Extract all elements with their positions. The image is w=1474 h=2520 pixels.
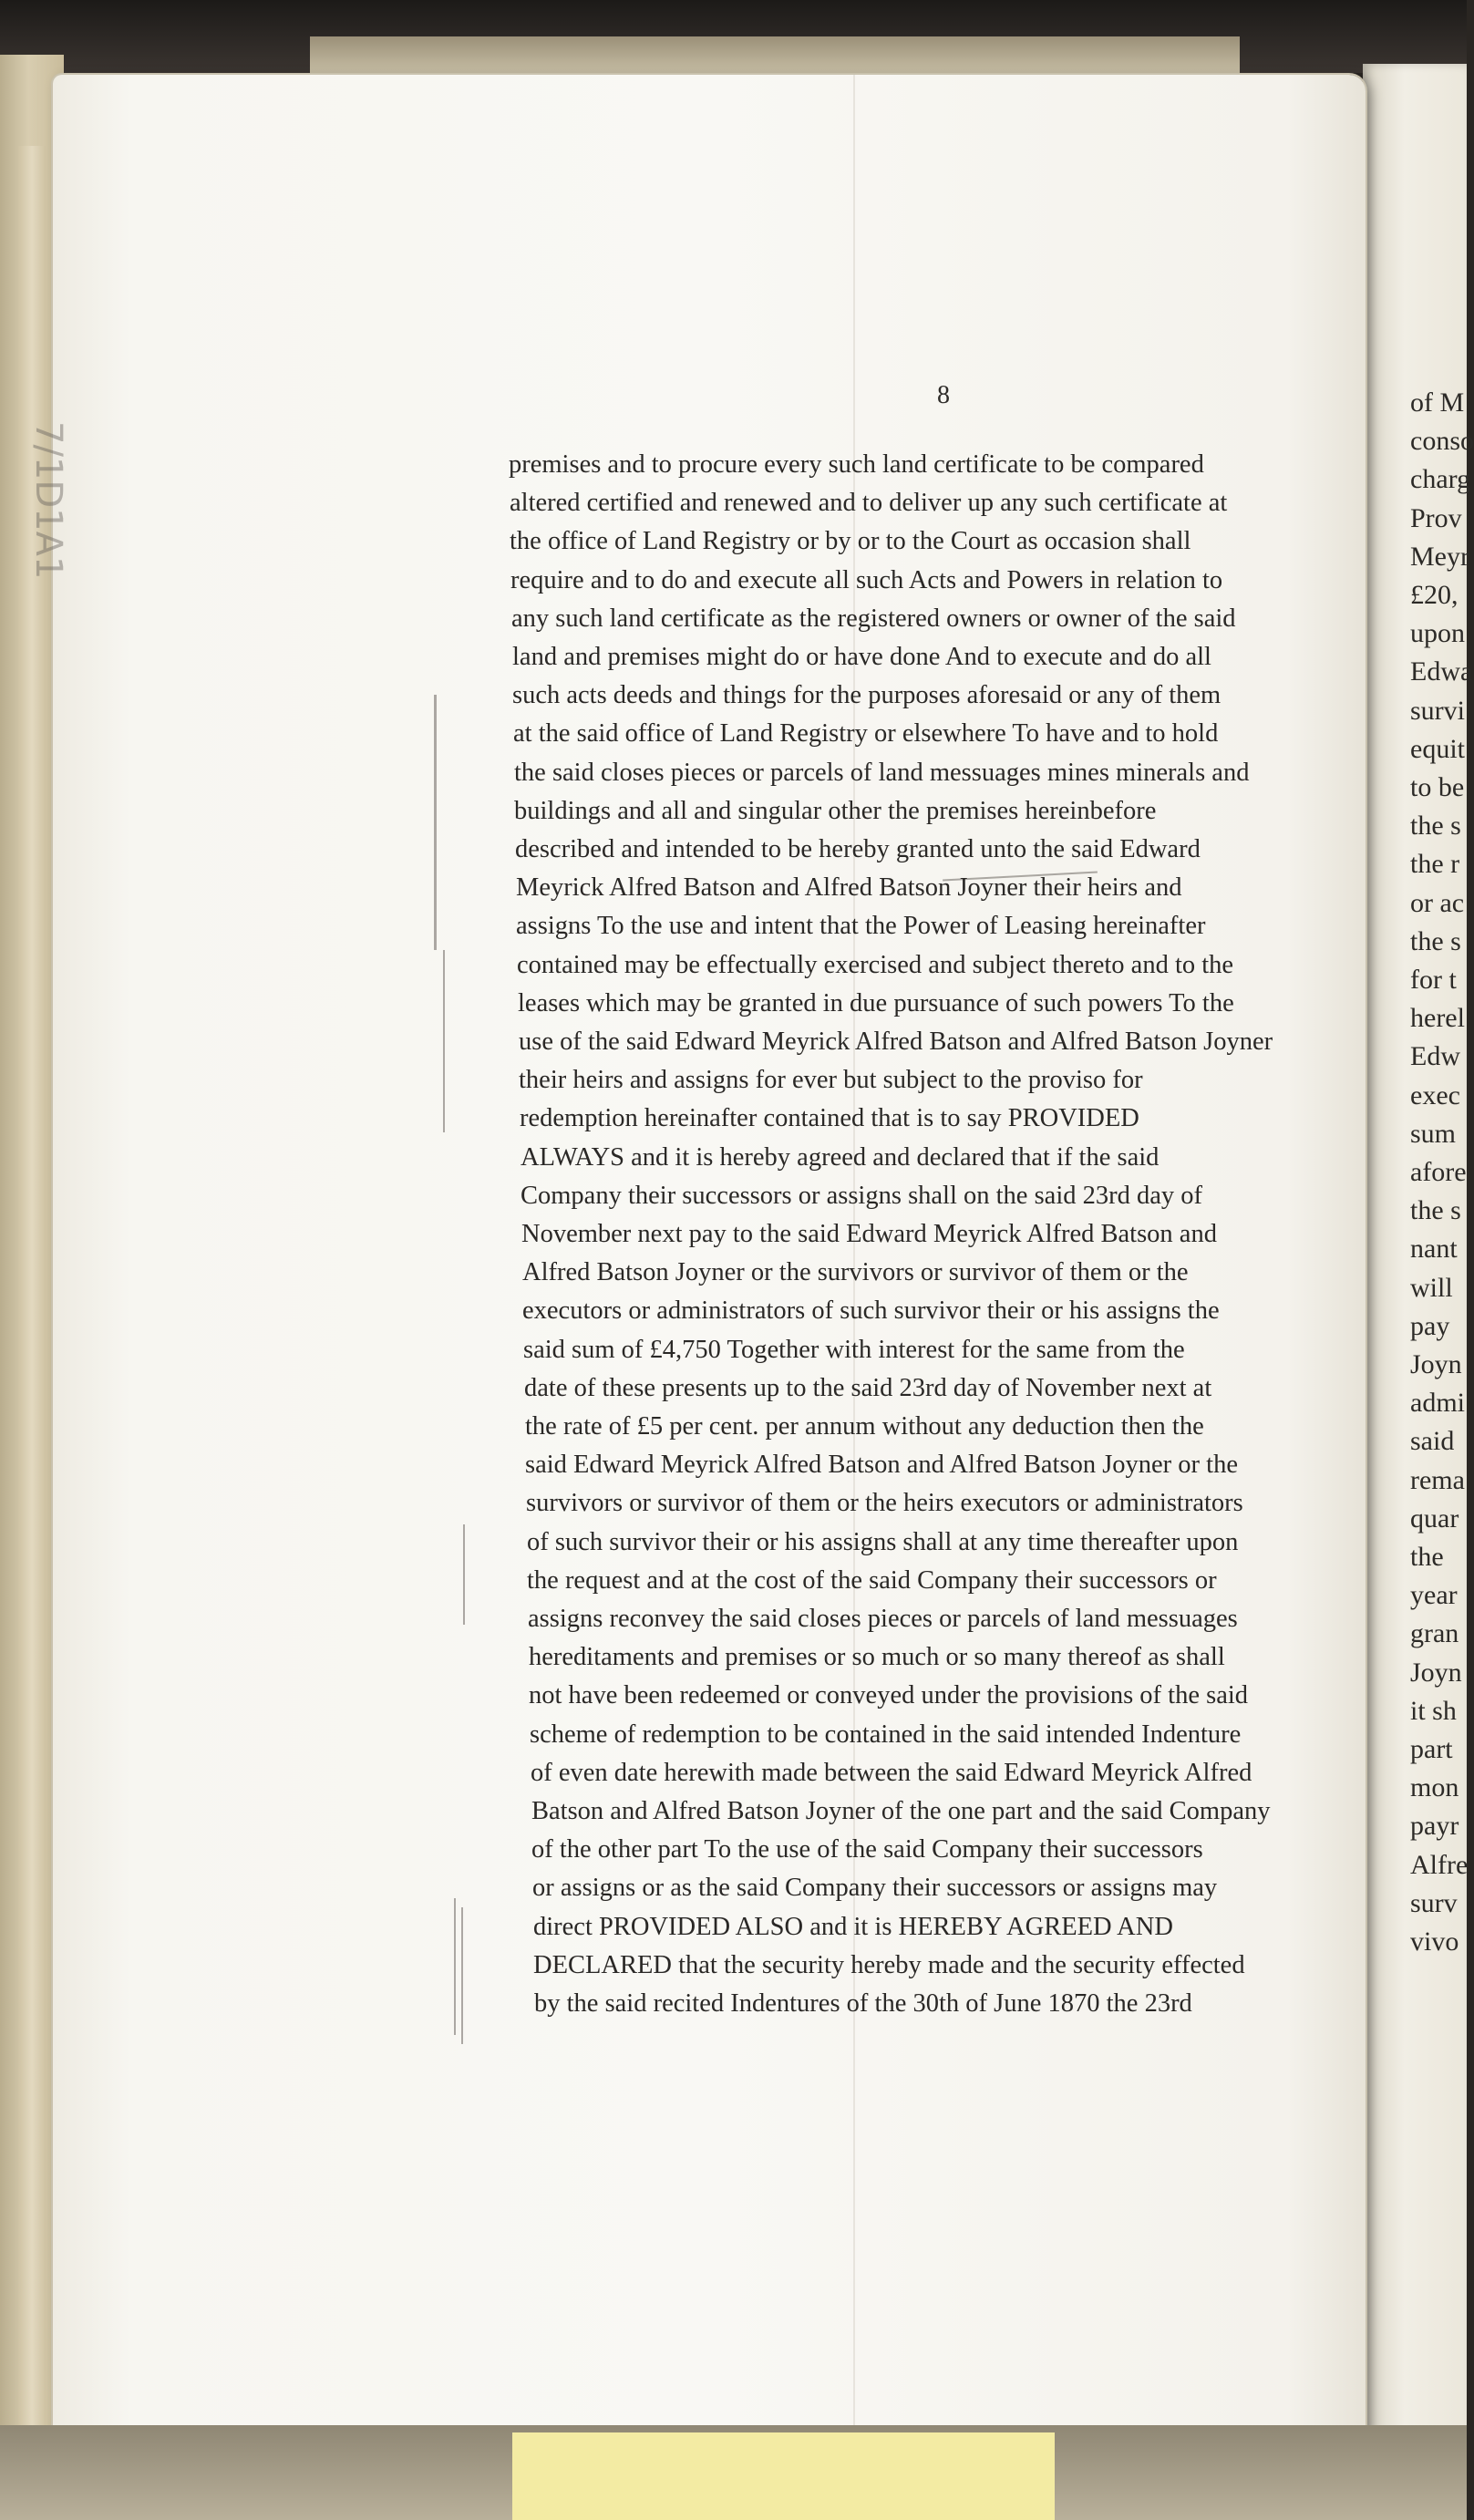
next-page-line: for t [1410,965,1457,995]
page-number: 8 [937,381,950,409]
text-line: direct PROVIDED ALSO and it is HEREBY AGREED AND [533,1912,1173,1941]
next-page-line: pay [1410,1310,1450,1341]
text-line: or assigns or as the said Company their successors or assigns may [532,1874,1218,1903]
margin-bracket [434,695,437,950]
paper-slip [512,2432,1055,2520]
next-page-line: the s [1410,811,1461,842]
text-line: Meyrick Alfred Batson and Alfred Batson Joyner their heirs and [516,873,1182,903]
text-line: DECLARED that the security hereby made and the security effected [533,1950,1245,1979]
next-page-line: admi [1410,1388,1465,1419]
text-line: described and intended to be hereby granted unto the said Edward [515,835,1201,863]
text-line: buildings and all and singular other the premises hereinbefore [514,796,1157,825]
next-page-line: the [1410,1542,1444,1572]
text-line: Batson and Alfred Batson Joyner of the one part and the said Company [531,1797,1271,1825]
text-line: premises and to procure every such land certificate to be compared [509,450,1204,479]
text-line: the rate of £5 per cent. per annum without any deduction then the [525,1412,1204,1441]
next-page-line: upon [1410,618,1465,649]
next-page-line: the s [1410,925,1461,956]
text-line: of such survivor their or his assigns shall at any time thereafter upon [527,1527,1239,1556]
text-line: assigns reconvey the said closes pieces or parcels of land messuages [528,1605,1238,1633]
next-page-line: exec [1410,1079,1460,1110]
next-page-line: or ac [1410,887,1465,918]
margin-scribble: 7/1D1A1 [27,421,69,580]
next-page-line: Joyn [1410,1349,1462,1379]
margin-bracket [461,1907,463,2044]
margin-bracket [443,950,445,1132]
next-page-line: Joyn [1410,1657,1462,1688]
next-page-line: herel [1410,1003,1465,1034]
text-line: November next pay to the said Edward Meyrick Alfred Batson and [521,1220,1217,1248]
text-line: any such land certificate as the registered owners or owner of the said [511,604,1236,633]
text-line: of even date herewith made between the said Edward Meyrick Alfred [531,1758,1252,1787]
next-page-line: year [1410,1580,1458,1611]
text-line: ALWAYS and it is hereby agreed and declared that if the said [521,1142,1160,1172]
text-line: land and premises might do or have done And to execute and do all [512,643,1211,671]
next-page-line: Meyr [1410,541,1469,572]
next-page-line: Edwa [1410,656,1473,687]
text-line: at the said office of Land Registry or elsewhere To have and to hold [513,719,1219,749]
text-line: assigns To the use and intent that the Power of Leasing hereinafter [516,912,1206,941]
text-line: said Edward Meyrick Alfred Batson and Alfred Batson Joyner or the [525,1451,1238,1480]
next-page-line: Prov [1410,502,1462,533]
paper-edge-strip [310,36,1240,73]
text-line: the office of Land Registry or by or to the Court as occasion shall [510,527,1191,556]
text-line: Company their successors or assigns shall on the said 23rd day of [521,1181,1202,1210]
next-page-line: sum [1410,1118,1457,1149]
text-line: Alfred Batson Joyner or the survivors or survivor of them or the [522,1258,1189,1287]
text-line: redemption hereinafter contained that is to say PROVIDED [520,1104,1139,1133]
next-page-line: of M [1410,387,1465,418]
next-page-line: payr [1410,1811,1459,1842]
margin-bracket [463,1524,465,1625]
next-page-line: Edw [1410,1041,1460,1072]
text-line: altered certified and renewed and to deliver up any such certificate at [510,489,1228,518]
text-line: require and to do and execute all such Acts and Powers in relation to [510,565,1223,594]
page-fold [853,75,855,2436]
next-page-line: the r [1410,849,1460,880]
next-page [1363,64,1474,2462]
next-page-line: charg [1410,464,1471,495]
next-page-line: said [1410,1426,1455,1457]
next-page-line: nant [1410,1234,1458,1265]
next-page-line: to be [1410,772,1465,802]
next-page-line: conso [1410,426,1474,457]
next-page-line: afore [1410,1157,1467,1187]
text-line: such acts deeds and things for the purposes aforesaid or any of them [512,681,1221,710]
next-page-line: survi [1410,695,1465,726]
text-line: said sum of £4,750 Together with interest for the same from the [523,1335,1185,1364]
text-line: leases which may be granted in due pursuance of such powers To the [518,988,1234,1017]
next-page-line: the s [1410,1195,1461,1226]
text-line: the said closes pieces or parcels of land messuages mines minerals and [514,758,1250,787]
text-line: contained may be effectually exercised and subject thereto and to the [517,950,1234,979]
next-page-line: will [1410,1272,1453,1303]
text-line: use of the said Edward Meyrick Alfred Batson and Alfred Batson Joyner [519,1028,1273,1056]
text-line: by the said recited Indentures of the 30th of June 1870 the 23rd [534,1989,1192,2018]
next-page-line: quar [1410,1503,1459,1534]
text-line: the request and at the cost of the said Company their successors or [527,1565,1217,1595]
next-page-line: vivo [1410,1926,1459,1957]
next-page-line: part [1410,1734,1453,1764]
next-page-line: £20, [1410,580,1459,610]
text-line: date of these presents up to the said 23rd day of November next at [524,1373,1212,1402]
next-page-line: equit [1410,733,1465,764]
next-page-line: surv [1410,1887,1458,1918]
next-page-line: mon [1410,1772,1459,1803]
next-page-line: Alfre [1410,1849,1469,1880]
text-line: survivors or survivor of them or the heirs executors or administrators [526,1489,1243,1518]
text-line: not have been redeemed or conveyed under the provisions of the said [529,1681,1249,1710]
next-page-line: rema [1410,1464,1465,1495]
text-line: hereditaments and premises or so much or so many thereof as shall [529,1643,1225,1672]
text-line: executors or administrators of such survivor their or his assigns the [522,1296,1220,1326]
text-line: scheme of redemption to be contained in the said intended Indenture [530,1720,1242,1749]
text-line: of the other part To the use of the said Company their successors [531,1835,1203,1864]
document-page [27,75,1366,2436]
next-page-line: it sh [1410,1695,1457,1726]
margin-bracket [454,1898,456,2035]
next-page-line: gran [1410,1618,1459,1649]
text-line: their heirs and assigns for ever but subject to the proviso for [519,1066,1143,1095]
